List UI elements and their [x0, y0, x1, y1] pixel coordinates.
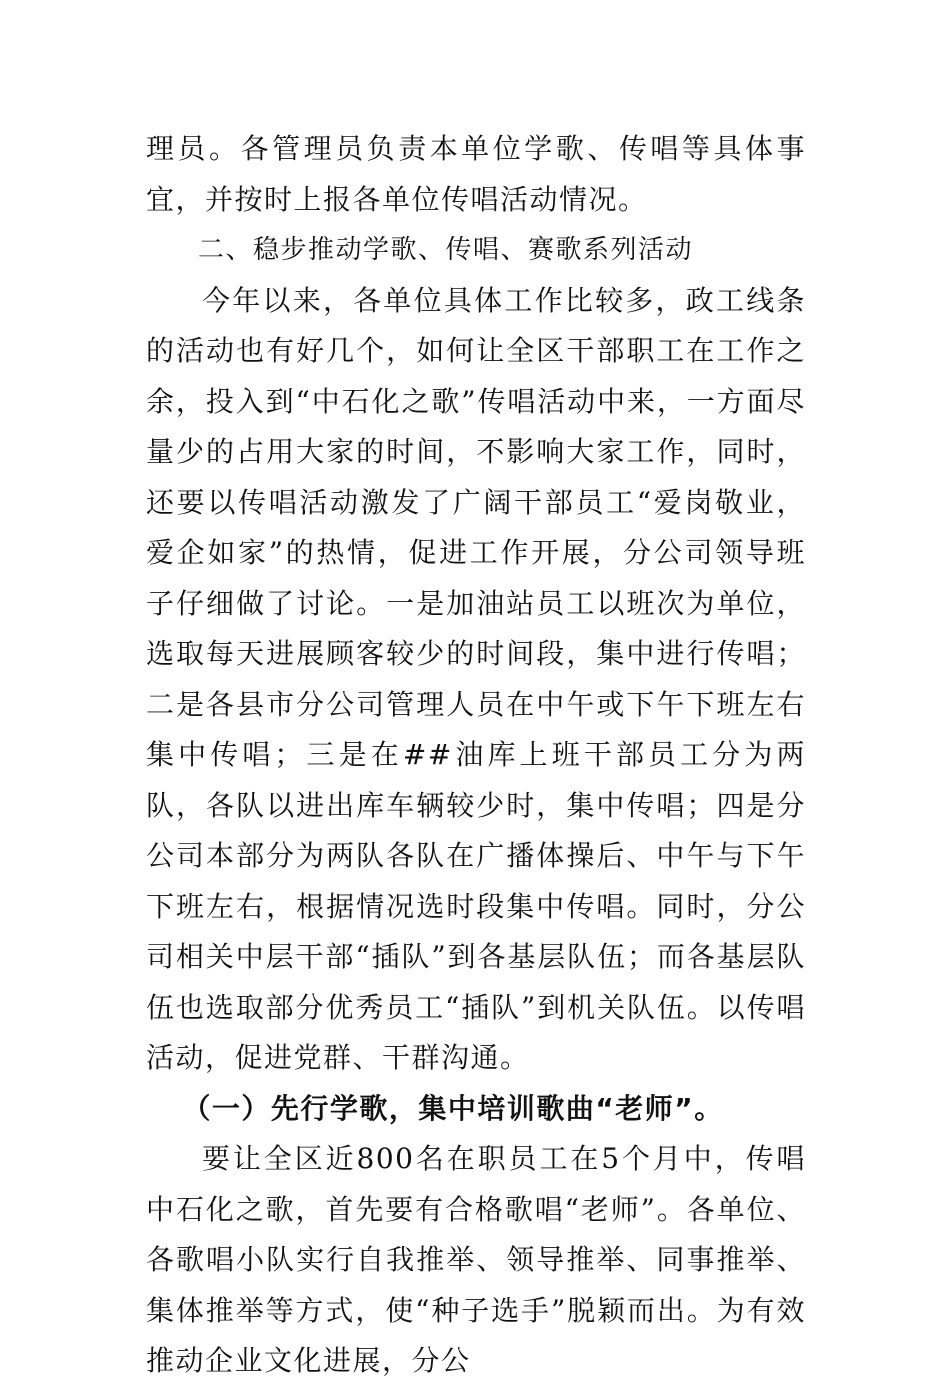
section-heading: 二、稳步推动学歌、传唱、赛歌系列活动: [198, 235, 694, 265]
paragraph-continuation: 理员。各管理员负责本单位学歌、传唱等具体事宜，并按时上报各单位传唱活动情况。: [146, 132, 806, 216]
document-body: [146, 124, 806, 1387]
paragraph-training: 要让全区近800名在职员工在5个月中，传唱中石化之歌，首先要有合格歌唱“老师”。各单位、各歌唱小队实行自我推举、领导推举、同事推举、集体推举等方式，使“种子选手”脱颖而出。为有效推动企业文化进展，分公: [146, 1142, 806, 1377]
subsection-heading: （一）先行学歌，集中培训歌曲“老师”。: [182, 1091, 724, 1125]
paragraph-activities: 今年以来，各单位具体工作比较多，政工线条的活动也有好几个，如何让全区干部职工在工作之余，投入到“中石化之歌”传唱活动中来，一方面尽量少的占用大家的时间，不影响大家工作，同时，还要以传唱活动激发了广阔干部员工“爱岗敬业，爱企如家”的热情，促进工作开展，分公司领导班子仔细做了讨论。一是加油站员工以班次为单位，选取每天进展顾客较少的时间段，集中进行传唱；二是各县市分公司管理人员在中午或下午下班左右集中传唱；三是在##油库上班干部员工分为两队，各队以进出库车辆较少时，集中传唱；四是分公司本部分为两队各队在广播体操后、中午与下午下班左右，根据情况选时段集中传唱。同时，分公司相关中层干部“插队”到各基层队伍；而各基层队伍也选取部分优秀员工“插队”到机关队伍。以传唱活动，促进党群、干群沟通。: [146, 283, 806, 1074]
